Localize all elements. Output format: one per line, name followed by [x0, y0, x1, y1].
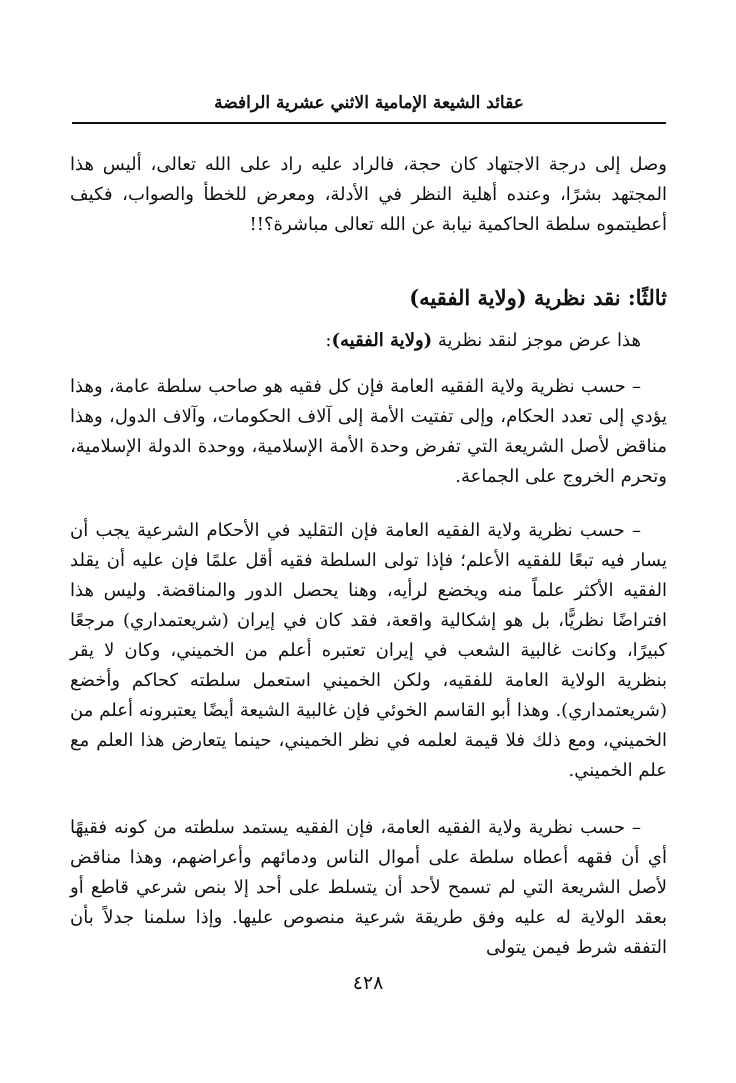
intro-text: هذا عرض موجز لنقد نظرية: [432, 330, 641, 351]
paragraph-point-1: – حسب نظرية ولاية الفقيه العامة فإن كل فقيه هو صاحب سلطة عامة، وهذا يؤدي إلى تعدد الحكام، وإلى تفتيت الأمة إلى آلاف الحكومات، وآلاف الدول، وهذا مناقض لأصل الشريعة التي تفرض وحدة الأمة الإسلامية، ووحدة الدولة الإسلامية، وتحرم الخروج على الجماعة.: [70, 376, 667, 487]
paragraph-continuation: وصل إلى درجة الاجتهاد كان حجة، فالراد عليه راد على الله تعالى، أليس هذا المجتهد بشرًا، وعنده أهلية النظر في الأدلة، ومعرض للخطأ والصواب، فكيف أعطيتموه سلطة الحاكمية نيابة عن الله تعالى مباشرة؟!!: [70, 154, 667, 235]
page-number: ٤٢٨: [352, 972, 384, 994]
intro-line: [70, 326, 667, 356]
paragraph-point-2: – حسب نظرية ولاية الفقيه العامة فإن التقليد في الأحكام الشرعية يجب أن يسار فيه تبعًا للفقيه الأعلم؛ فإذا تولى السلطة فقيه أقل علمًا فإن عليه أن يقلد الفقيه الأكثر علماً منه ويخضع لرأيه، وهنا يحصل الدور والمناقضة. وليس هذا افتراضًا نظريًّا، بل هو إشكالية واقعة، فقد كان في إيران (شريعتمداري) مرجعًا كبيرًا، وكانت غالبية الشعب في إيران تعتبره أعلم من الخميني، وكان لا يقر بنظرية الولاية العامة للفقيه، ولكن الخميني استعمل سلطته كحاكم وأخضع (شريعتمداري). وهذا أبو القاسم الخوئي فإن غالبية الشيعة أيضًا يعتبرونه أعلم من الخميني، ومع ذلك فلا قيمة لعلمه في نظر الخميني، حينما يتعارض هذا العلم مع علم الخميني.: [70, 520, 667, 781]
intro-bold-term: (ولاية الفقيه): [331, 330, 433, 351]
intro-colon: :: [325, 330, 332, 351]
section-heading: ثالثًا: نقد نظرية (ولاية الفقيه): [409, 285, 667, 310]
paragraph-point-3: – حسب نظرية ولاية الفقيه العامة، فإن الفقيه يستمد سلطته من كونه فقيهًا أي أن فقهه أعطاه سلطة على أموال الناس ودمائهم وأعراضهم، وهذا مناقض لأصل الشريعة التي لم تسمح لأحد أن يتسلط على أحد إلا بنص شرعي قاطع أو بعقد الولاية له عليه وفق طريقة شرعية منصوص عليها. وإذا سلمنا جدلاً بأن التفقه شرط فيمن يتولى: [70, 817, 667, 958]
running-header-title: عقائد الشيعة الإمامية الاثني عشرية الرافضة: [214, 93, 524, 113]
header-divider: [72, 122, 666, 124]
